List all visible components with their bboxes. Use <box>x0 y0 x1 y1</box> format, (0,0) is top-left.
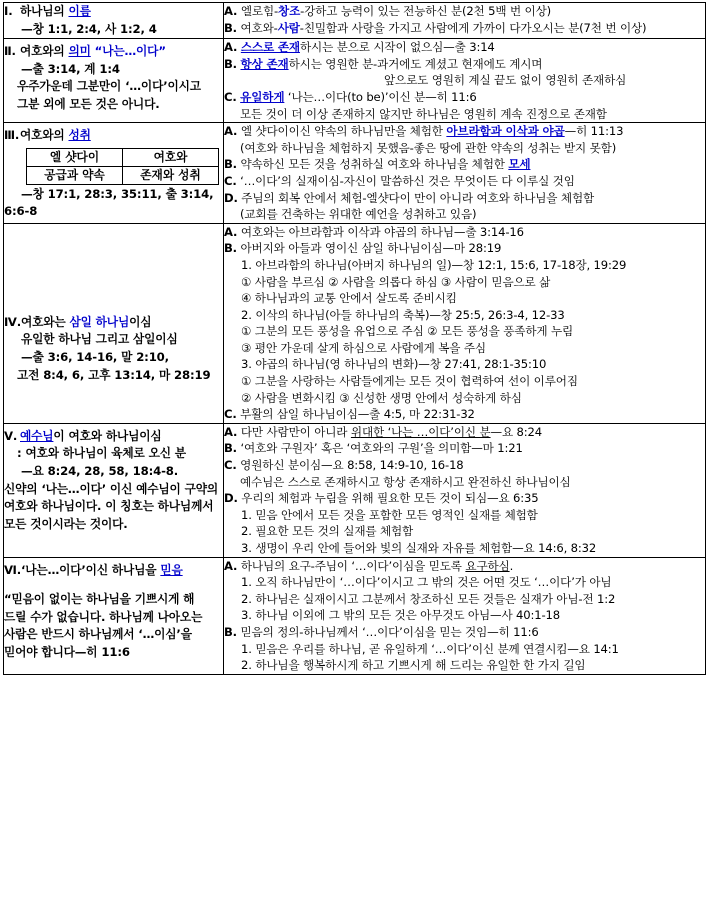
section-2-heading-pre: 여호와의 <box>20 44 69 59</box>
section-5-reference-1: —요 8:24, 28, 58, 18:4-8. <box>21 464 179 479</box>
item-text: 아버지와 아들과 영이신 삼일 하나님이심—마 28:19 <box>240 241 502 256</box>
item-accent: 사람 <box>277 20 300 35</box>
section-3-heading-link[interactable]: 성취 <box>68 128 91 143</box>
item-number: 2. <box>241 307 252 322</box>
section-1-left-cell <box>4 3 224 39</box>
item-label: B. <box>224 441 237 456</box>
section-2-reference-1: —출 3:14, 계 1:4 <box>21 61 120 76</box>
table-row <box>4 423 706 557</box>
item-accent: 위대한 ‘나는 …이다’이신 분 <box>350 424 491 439</box>
section-4-left-cell <box>4 223 224 423</box>
item-text: 하나님을 행복하시게 하고 기쁘시게 해 드리는 유일한 한 가지 길임 <box>255 658 586 673</box>
section-5-note-4: 모든 것이시라는 것이다. <box>4 516 128 531</box>
list-item-circled: ① 그분을 사랑하는 사람들에게는 모든 것이 협력하여 선이 이루어짐 <box>241 374 578 389</box>
item-accent: 유일하게 <box>240 89 285 104</box>
spacer <box>4 250 223 276</box>
spacer <box>4 579 223 591</box>
item-rest: -강하고 능력이 있는 전능하신 분(2천 5백 번 이상) <box>300 4 552 18</box>
item-accent: 모세 <box>508 157 531 172</box>
section-4-heading <box>4 314 223 332</box>
item-rest: . <box>509 558 514 573</box>
item-label: B. <box>224 624 237 639</box>
section-5-roman: Ⅴ. <box>4 428 18 443</box>
section-2-note-1: 우주가운데 그분만이 ‘…이다’이시고 <box>17 79 201 94</box>
item-label: B. <box>224 241 237 256</box>
list-item <box>224 490 705 507</box>
item-label: D. <box>224 491 238 506</box>
el-shaddai-jehovah-comparison-table <box>26 148 219 185</box>
item-label: B. <box>224 157 237 172</box>
item-number: 2. <box>241 591 252 606</box>
item-rest: ‘나는…이다(to be)’이신 분—히 11:6 <box>284 89 477 104</box>
item-label: B. <box>224 20 237 35</box>
list-item <box>224 607 705 624</box>
item-number: 1. <box>241 575 252 590</box>
list-item-circled: ① 사람을 부르심 ② 사람을 의롭다 하심 ③ 사람이 믿음으로 삶 <box>241 274 551 289</box>
section-1-right-cell <box>224 3 706 39</box>
item-label: C. <box>224 173 237 188</box>
section-6-quote-4: 믿어야 합니다—히 11:6 <box>4 644 130 659</box>
item-text: 이삭의 하나님(아들 하나님의 축복)—창 25:5, 26:3-4, 12-33 <box>255 307 565 322</box>
section-3-roman: Ⅲ. <box>4 128 20 143</box>
section-2-left-cell <box>4 39 224 123</box>
item-rest: —요 8:24 <box>490 424 542 439</box>
section-4-reference-2: 고전 8:4, 6, 고후 13:14, 마 28:19 <box>17 367 211 382</box>
item-text: 주님의 회복 안에서 체험-엘샷다이 만이 아니라 여호와 하나님을 체험함 <box>241 190 595 205</box>
item-text: 하나님은 실재이시고 그분께서 창조하신 모든 것들은 실재가 아님-전 1:2 <box>255 591 616 606</box>
item-label: A. <box>224 40 238 55</box>
section-1-heading-pre: 하나님의 <box>20 4 69 18</box>
list-item <box>224 190 705 207</box>
list-item-circled: ② 사람을 변화시킴 ③ 신성한 생명 안에서 성숙하게 하심 <box>241 390 522 405</box>
list-item <box>224 307 705 324</box>
section-3-reference-2: 6:6-8 <box>4 204 38 219</box>
section-4-heading-post: 이심 <box>129 314 152 329</box>
item-number: 2. <box>241 658 252 673</box>
item-text: 하나님 이외에 그 밖의 모든 것은 아무것도 아님—사 40:1-18 <box>255 608 560 623</box>
section-4-roman: Ⅳ. <box>4 314 21 329</box>
list-item <box>224 356 705 373</box>
item-text: 생명이 우리 안에 들어와 빛의 실재와 자유를 체험함—요 14:6, 8:32 <box>255 541 597 555</box>
list-item <box>224 641 705 658</box>
item-rest: —히 11:13 <box>564 124 624 139</box>
table-row <box>4 3 706 39</box>
list-item <box>224 20 705 37</box>
item-number: 2. <box>241 524 252 539</box>
section-1-roman: Ⅰ. <box>4 4 13 18</box>
list-item <box>224 523 705 540</box>
section-3-heading-pre: 여호와의 <box>20 128 69 143</box>
item-number: 3. <box>241 608 252 623</box>
section-6-quote-2: 드릴 수가 없습니다. 하나님께 나아오는 <box>4 609 203 624</box>
list-item <box>224 406 705 423</box>
mini-cell-r1c1: 엘 샷다이 <box>27 148 123 166</box>
list-item <box>224 156 705 173</box>
list-item <box>224 3 705 20</box>
list-item <box>224 457 705 474</box>
list-item <box>224 89 705 106</box>
spacer <box>4 224 223 250</box>
item-rest: 하시는 영원한 분-과거에도 계셨고 현재에도 계시며 <box>288 56 543 71</box>
section-5-note-1: : 여호와 하나님이 육체로 오신 분 <box>17 446 186 461</box>
table-row <box>4 123 706 224</box>
section-4-heading-pre: 여호와는 <box>20 314 70 329</box>
item-accent: 스스로 존재 <box>240 40 300 55</box>
list-item-circled: ④ 하나님과의 교통 안에서 살도록 준비시킴 <box>241 291 457 306</box>
list-item <box>224 39 705 56</box>
list-item <box>224 224 705 241</box>
section-5-note-2: 신약의 ‘나는…이다’ 이신 예수님이 구약의 <box>4 481 219 496</box>
section-4-note-1: 유일한 하나님 그리고 삼일이심 <box>21 332 178 347</box>
item-label: A. <box>224 124 238 139</box>
list-item <box>224 173 705 190</box>
table-row <box>27 148 219 166</box>
item-text: 필요한 모든 것의 실재를 체험함 <box>255 524 414 539</box>
list-item <box>224 56 705 73</box>
item-label: A. <box>224 424 238 439</box>
section-5-heading-link[interactable]: 예수님 <box>20 428 54 443</box>
item-text: 믿음의 정의-하나님께서 ‘…이다’이심을 믿는 것임—히 11:6 <box>240 624 539 639</box>
item-text: 부활의 삼일 하나님이심—출 4:5, 마 22:31-32 <box>240 407 475 422</box>
item-text: 아브라함의 하나님(아버지 하나님의 일)—창 12:1, 15:6, 17-18장, 19:29 <box>255 257 627 272</box>
list-item-continuation: 예수님은 스스로 존재하시고 항상 존재하시고 완전하신 하나님이심 <box>240 474 571 489</box>
item-text: 믿음은 우리를 하나님, 곧 유일하게 ‘…이다’이신 분께 연결시킴—요 14:1 <box>255 641 619 656</box>
section-1-heading <box>4 3 223 21</box>
section-1-heading-link[interactable]: 이름 <box>68 4 91 18</box>
section-6-quote-1: “믿음이 없이는 하나님을 기쁘시게 해 <box>4 592 195 607</box>
section-3-right-cell <box>224 123 706 224</box>
section-6-roman: Ⅵ. <box>4 562 21 577</box>
section-6-quote-3: 사람은 반드시 하나님께서 ‘…이심’을 <box>4 627 192 642</box>
list-item-circled: ③ 평안 가운데 살게 하심으로 사람에게 복을 주심 <box>241 340 486 355</box>
item-number: 3. <box>241 541 252 555</box>
item-text: 엘 샷다이이신 약속의 하나님만을 체험한 <box>240 124 447 139</box>
list-item <box>224 240 705 257</box>
list-item <box>224 574 705 591</box>
section-5-heading-post: 이 여호와 하나님이심 <box>53 428 162 443</box>
item-accent: 창조 <box>278 4 301 18</box>
item-number: 1. <box>241 507 252 522</box>
section-6-heading-pre: ‘나는…이다’이신 하나님을 <box>21 562 161 577</box>
section-3-left-cell <box>4 123 224 224</box>
section-1-reference-1: —창 1:1, 2:4, 사 1:2, 4 <box>21 21 157 36</box>
item-label: A. <box>224 558 238 573</box>
spacer <box>4 276 223 302</box>
item-label: A. <box>224 4 238 18</box>
section-5-left-cell <box>4 423 224 557</box>
item-text: ‘…이다’의 실재이심-자신이 말씀하신 것은 무엇이든 다 이루실 것임 <box>240 173 575 188</box>
item-text: 여호와- <box>240 20 278 35</box>
table-row <box>4 557 706 674</box>
item-text: 믿음 안에서 모든 것을 포함한 모든 영적인 실재를 체험함 <box>255 507 538 522</box>
mini-cell-r1c2: 여호와 <box>123 148 219 166</box>
table-row <box>4 39 706 123</box>
item-text: 약속하신 모든 것을 성취하실 여호와 하나님을 체험한 <box>240 157 509 172</box>
section-2-right-cell <box>224 39 706 123</box>
list-item-continuation: (여호와 하나님을 체험하지 못했음-좋은 땅에 관한 약속의 성취는 받지 못함) <box>240 140 617 155</box>
list-item <box>224 558 705 575</box>
item-label: C. <box>224 458 237 473</box>
section-6-left-cell <box>4 557 224 674</box>
list-item-continuation: 앞으로도 영원히 계실 끝도 없이 영원히 존재하심 <box>384 73 627 88</box>
list-item-continuation: (교회를 건축하는 위대한 예언을 성취하고 있음) <box>240 207 477 222</box>
section-5-right-cell <box>224 423 706 557</box>
item-label: C. <box>224 407 237 422</box>
item-accent: 항상 존재 <box>240 56 289 71</box>
item-number: 3. <box>241 357 252 372</box>
item-text: 여호와는 아브라함과 이삭과 야곱의 하나님—출 3:14-16 <box>240 224 524 239</box>
item-rest: -친밀함과 사랑을 가지고 사람에게 가까이 다가오시는 분(7천 번 이상) <box>299 20 647 35</box>
section-5-heading <box>4 428 223 446</box>
mini-cell-r2c2: 존재와 성취 <box>123 166 219 184</box>
table-row <box>4 223 706 423</box>
list-item <box>224 507 705 524</box>
item-accent: 아브라함과 이삭과 야곱 <box>446 124 565 139</box>
item-text: 우리의 체험과 누림을 위해 필요한 모든 것이 되심—요 6:35 <box>241 491 539 506</box>
list-item-circled: ① 그분의 모든 풍성을 유업으로 주심 ② 모든 풍성을 풍족하게 누림 <box>241 324 574 339</box>
list-item <box>224 540 705 557</box>
list-item <box>224 440 705 457</box>
table-row <box>27 166 219 184</box>
item-text: 다만 사람만이 아니라 <box>240 424 351 439</box>
list-item-continuation: 모든 것이 더 이상 존재하지 않지만 하나님은 영원히 계속 진정으로 존재함 <box>240 106 607 121</box>
section-2-note-2: 그분 외에 모든 것은 아니다. <box>17 96 160 111</box>
list-item <box>224 624 705 641</box>
section-4-right-cell <box>224 223 706 423</box>
item-rest: 하시는 분으로 시작이 없으심—출 3:14 <box>299 40 495 55</box>
item-label: B. <box>224 56 237 71</box>
list-item <box>224 257 705 274</box>
section-4-reference-1: —출 3:6, 14-16, 말 2:10, <box>21 349 169 364</box>
section-3-reference-1: —창 17:1, 28:3, 35:11, 출 3:14, <box>21 186 214 201</box>
mini-cell-r2c1: 공급과 약속 <box>27 166 123 184</box>
item-text: 엘로힘- <box>240 4 279 18</box>
main-outline-table <box>3 2 706 675</box>
section-5-note-3: 여호와 하나님이다. 이 칭호는 하나님께서 <box>4 499 214 514</box>
item-label: C. <box>224 89 237 104</box>
list-item <box>224 591 705 608</box>
section-4-heading-accent: 삼일 하나님 <box>69 314 130 329</box>
item-number: 1. <box>241 257 252 272</box>
item-accent: 요구하심 <box>465 558 510 573</box>
section-2-heading-post: “나는…이다” <box>90 44 166 59</box>
list-item <box>224 424 705 441</box>
item-text: 하나님의 요구-주님이 ‘…이다’이심을 믿도록 <box>240 558 466 573</box>
section-6-heading <box>4 562 223 580</box>
section-2-roman: Ⅱ. <box>4 44 16 59</box>
list-item <box>224 123 705 140</box>
item-number: 1. <box>241 641 252 656</box>
item-text: 영원하신 분이심—요 8:58, 14:9-10, 16-18 <box>240 458 464 473</box>
spacer <box>4 302 223 314</box>
item-text: ‘여호와 구원자’ 혹은 ‘여호와의 구원’을 의미함—마 1:21 <box>240 441 523 456</box>
item-label: D. <box>224 190 238 205</box>
section-3-heading <box>4 127 223 145</box>
section-2-heading-link[interactable]: 의미 <box>68 44 91 59</box>
list-item <box>224 657 705 674</box>
item-text: 오직 하나님만이 ‘…이다’이시고 그 밖의 것은 어떤 것도 ‘…이다’가 아님 <box>255 575 612 590</box>
section-6-right-cell <box>224 557 706 674</box>
section-2-heading <box>4 43 223 61</box>
section-6-heading-link[interactable]: 믿음 <box>160 562 183 577</box>
item-label: A. <box>224 224 238 239</box>
item-text: 야곱의 하나님(영 하나님의 변화)—창 27:41, 28:1-35:10 <box>255 357 547 372</box>
